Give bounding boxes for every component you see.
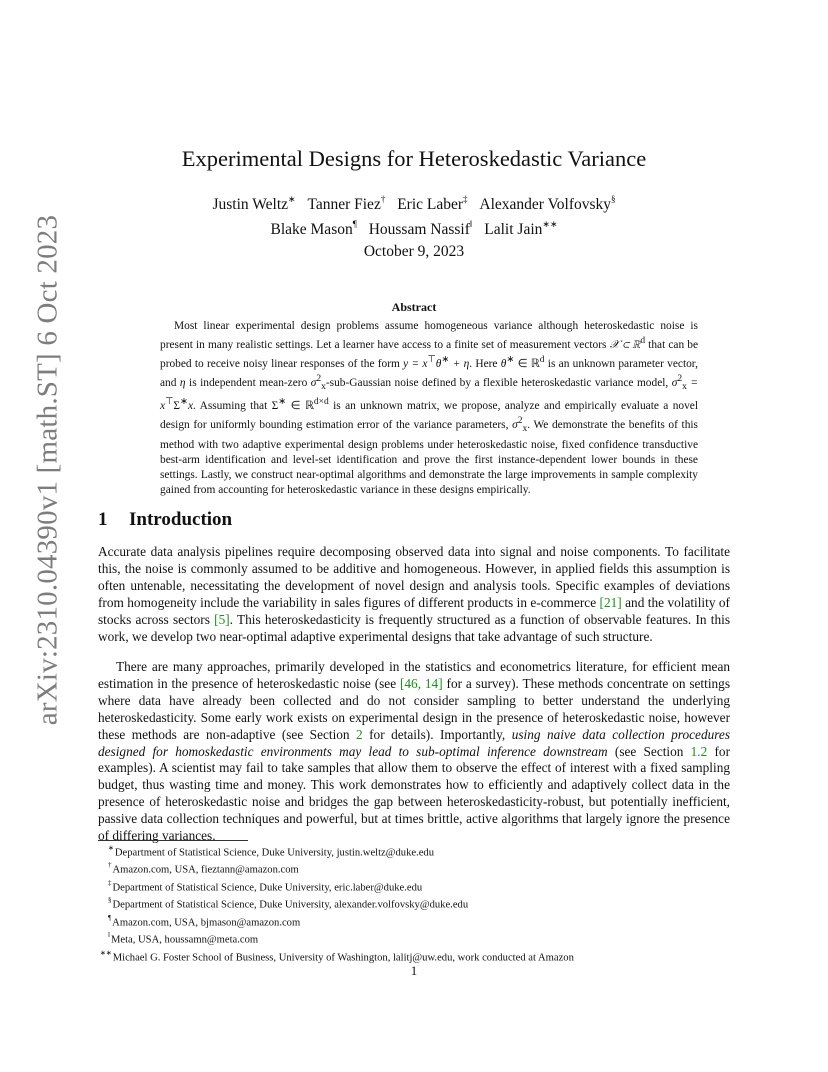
footnote: §Department of Statistical Science, Duke University, alexander.volfovsky@duke.edu <box>108 896 469 911</box>
author: Houssam Nassif‖ <box>368 219 473 239</box>
footnote: ∗Department of Statistical Science, Duke University, justin.weltz@duke.edu <box>108 844 435 859</box>
citation-link[interactable]: [21] <box>599 594 622 610</box>
paper-title: Experimental Designs for Heteroskedastic Variance <box>181 146 647 171</box>
footnote: ∗∗Michael G. Foster School of Business, University of Washington, lalitj@uw.edu, work conducted at Amazon <box>100 948 574 964</box>
footnote: ‡Department of Statistical Science, Duke University, eric.laber@duke.edu <box>108 878 423 894</box>
author: Justin Weltz∗ <box>212 194 296 214</box>
author: Alexander Volfovsky§ <box>479 194 616 214</box>
author-line-1 <box>0 190 828 215</box>
author: Blake Mason¶ <box>270 219 357 239</box>
author-list <box>0 190 828 240</box>
footnote: †Amazon.com, USA, fieztann@amazon.com <box>108 861 299 876</box>
footnote: ‖Meta, USA, houssamn@meta.com <box>108 931 259 946</box>
citation-link[interactable]: [5] <box>214 611 230 627</box>
intro-paragraph-2: There are many approaches, primarily developed in the statistics and econometrics literature, for efficient mean estimation in the presence of heteroskedastic noise (see [46, 14] for a survey). These methods concentrate on settings where data have already been collected and do not consider sampling to better understand the underlying heteroskedasticity. Some early work exists on experimental design in the presence of heteroskedastic noise, however these methods are non-adaptive (see Section 2 for details). Importantly, using naive data collection procedures designed for homoskedastic environments may lead to sub-optimal inference downstream (see Section 1.2 for examples). A scientist may fail to take samples that allow them to observe the effect of interest with a fixed sampling budget, thus wasting time and money. This work demonstrates how to efficiently and adaptively collect data in the presence of heteroskedastic noise and bridges the gap between heteroskedasticity-robust, but potentially inefficient, passive data collection techniques and powerful, but at times brittle, active algorithms that largely ignore the presence of differing variances. <box>98 659 730 844</box>
footnotes <box>100 843 748 965</box>
author-line-2 <box>0 215 828 240</box>
paper-date: October 9, 2023 <box>363 243 465 260</box>
author: Eric Laber‡ <box>397 194 468 214</box>
footnote-rule <box>98 840 248 841</box>
page-number: 1 <box>410 963 418 978</box>
section-heading-introduction: 1 Introduction <box>98 509 233 530</box>
arxiv-side-stamp: arXiv:2310.04390v1 [math.ST] 6 Oct 2023 <box>31 214 64 726</box>
abstract-text: Most linear experimental design problems assume homogeneous variance although heteroskedastic noise is present in many realistic settings. Let a learner have access to a finite set of measurement vectors 𝒳 ⊂ ℝ$^d$ that can be probed to receive noisy linear responses of the form y = x⊤θ∗ + η. Here θ∗ ∈ ℝ$^d$ is an unknown parameter vector, and η is independent mean-zero $\sigma^2_x-sub$-Gaussian noise defined by a flexible heteroskedastic variance model, $\sigma^2_x = x^⊤\Sigma^∗x$. Assuming that Σ∗ ∈ ℝ$^{d\times d}$ is an unknown matrix, we propose, analyze and empirically evaluate a novel design for uniformly bounding estimation error of the variance parameters, $\sigma^2_x$. We demonstrate the benefits of this method with two adaptive experimental design problems under heteroskedastic noise, fixed confidence transductive best-arm identification and level-set identification and prove the first instance-dependent lower bounds in these settings. Lastly, we construct near-optimal algorithms and demonstrate the large improvements in sample complexity gained from accounting for heteroskedastic variance in these designs empirically. <box>160 320 699 497</box>
author: Lalit Jain∗∗ <box>484 219 558 239</box>
citation-link[interactable]: [46, 14] <box>399 675 443 691</box>
section-link[interactable]: 2 <box>356 726 363 742</box>
section-link[interactable]: 1.2 <box>690 743 708 759</box>
intro-paragraph-1: Accurate data analysis pipelines require decomposing observed data into signal and noise components. To facilitate this, the noise is commonly assumed to be additive and homogeneous. However, in applied fields this assumption is often untenable, necessitating the development of novel design and analysis tools. Specific examples of deviations from homogeneity include the variability in sales figures of different products in e-commerce [21] and the volatility of stocks across sectors [5]. This heteroskedasticity is frequently structured as a function of observable features. In this work, we develop two near-optimal adaptive experimental designs that take advantage of such structure. <box>98 544 730 644</box>
author: Tanner Fiez† <box>307 194 386 214</box>
footnote: ¶Amazon.com, USA, bjmason@amazon.com <box>108 913 301 929</box>
abstract-heading: Abstract <box>391 300 437 314</box>
